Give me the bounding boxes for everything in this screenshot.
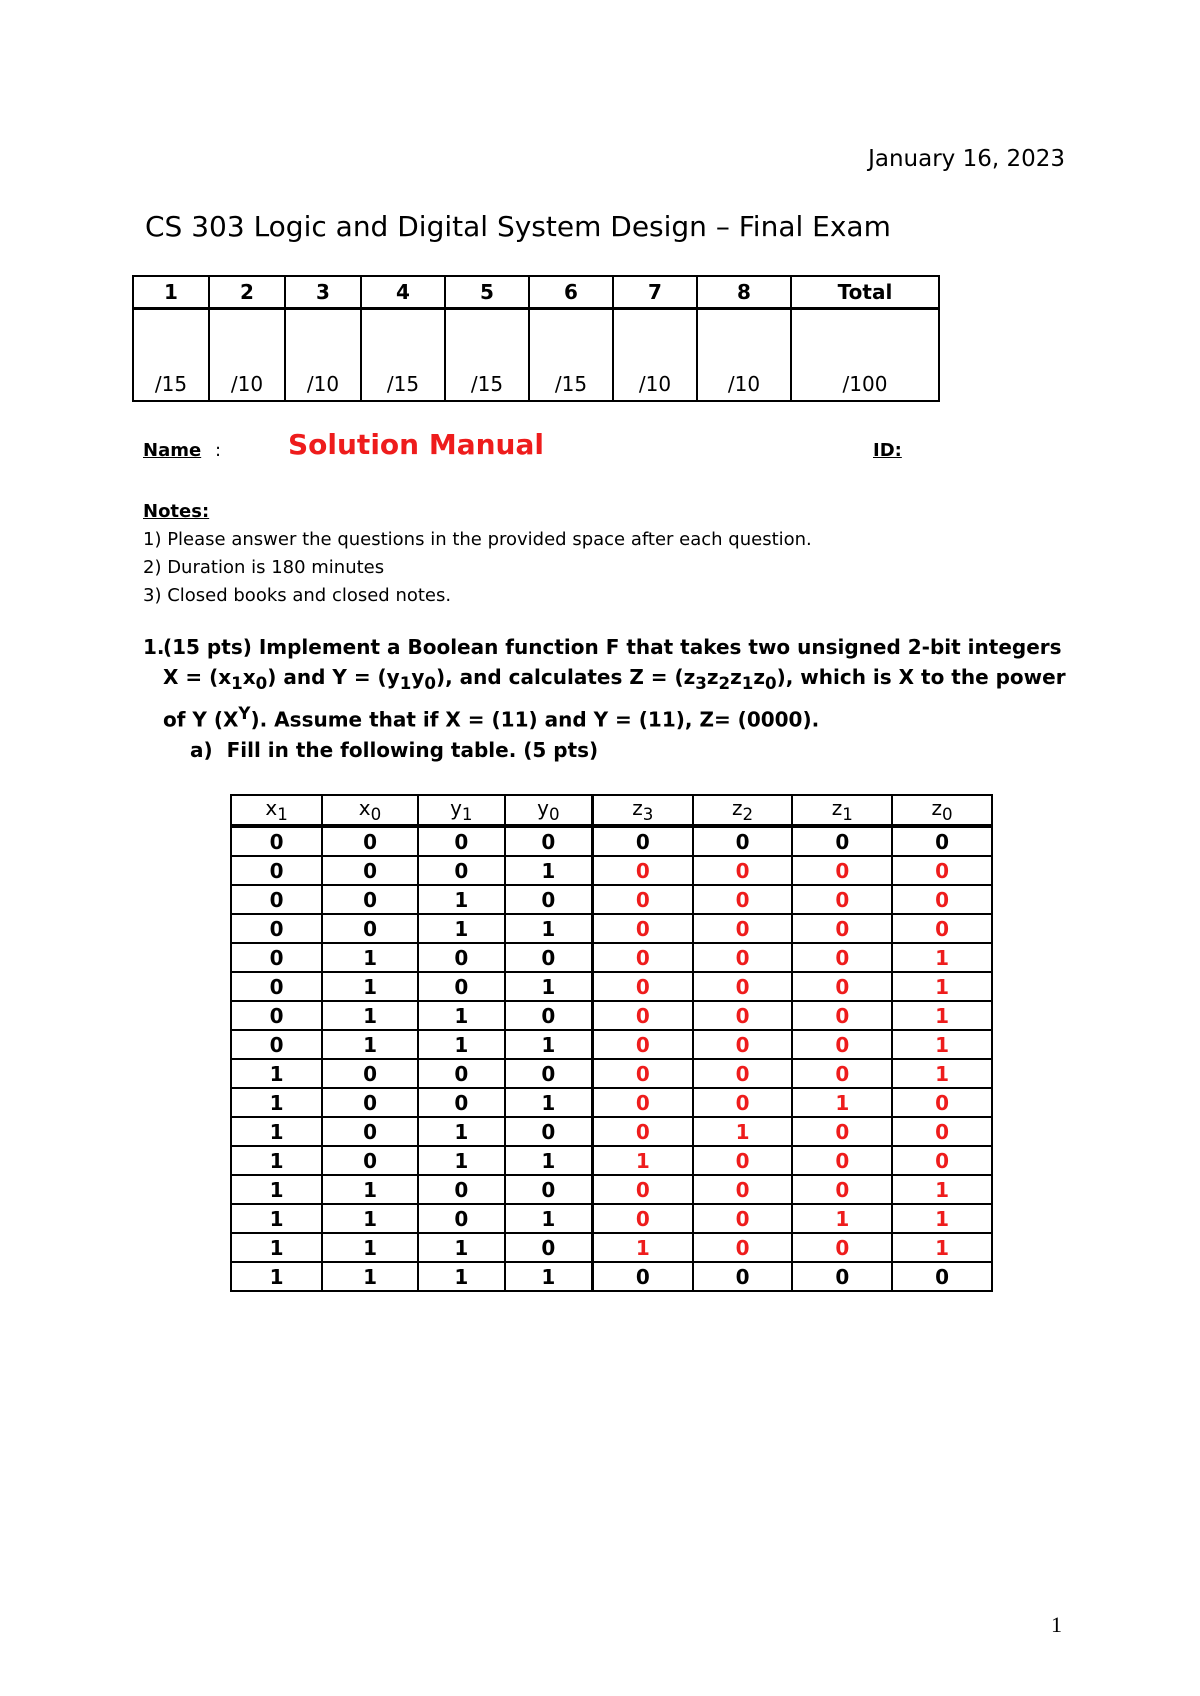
score-header-q8: 8 bbox=[697, 276, 791, 309]
truth-output-cell[interactable]: 0 bbox=[892, 1117, 992, 1146]
truth-input-cell: 0 bbox=[418, 826, 505, 856]
truth-input-cell: 0 bbox=[322, 826, 418, 856]
truth-output-cell[interactable]: 0 bbox=[693, 885, 793, 914]
truth-table-row bbox=[231, 1059, 992, 1088]
truth-output-cell[interactable]: 0 bbox=[792, 1001, 892, 1030]
truth-output-cell[interactable]: 0 bbox=[892, 885, 992, 914]
truth-input-cell: 0 bbox=[231, 856, 322, 885]
truth-output-cell[interactable]: 1 bbox=[892, 1059, 992, 1088]
truth-table-row bbox=[231, 1204, 992, 1233]
truth-input-cell: 1 bbox=[322, 1001, 418, 1030]
truth-output-cell[interactable]: 0 bbox=[592, 1204, 692, 1233]
truth-input-cell: 0 bbox=[231, 885, 322, 914]
truth-input-cell: 1 bbox=[231, 1204, 322, 1233]
truth-input-cell: 1 bbox=[322, 943, 418, 972]
truth-table bbox=[230, 794, 993, 1292]
truth-input-cell: 0 bbox=[231, 1001, 322, 1030]
truth-output-cell[interactable]: 0 bbox=[693, 1204, 793, 1233]
truth-header-y0: $y_0$ bbox=[505, 795, 593, 826]
truth-input-cell: 1 bbox=[322, 972, 418, 1001]
truth-header-y1: $y_1$ bbox=[418, 795, 505, 826]
truth-table-row bbox=[231, 885, 992, 914]
truth-output-cell[interactable]: 0 bbox=[693, 943, 793, 972]
truth-input-cell: 1 bbox=[322, 1204, 418, 1233]
score-table bbox=[132, 275, 940, 402]
truth-input-cell: 1 bbox=[322, 1233, 418, 1262]
page-number: 1 bbox=[1051, 1612, 1062, 1637]
truth-header-z0: $z_0$ bbox=[892, 795, 992, 826]
truth-output-cell[interactable]: 1 bbox=[892, 1233, 992, 1262]
truth-input-cell: 1 bbox=[505, 1030, 593, 1059]
score-points-row bbox=[133, 309, 939, 402]
note-item: 2) Duration is 180 minutes bbox=[143, 557, 385, 578]
question-number: 1. bbox=[143, 635, 165, 659]
truth-input-cell: 1 bbox=[505, 914, 593, 943]
truth-input-cell: 0 bbox=[231, 943, 322, 972]
truth-output-cell[interactable]: 0 bbox=[792, 1059, 892, 1088]
truth-output-cell[interactable]: 0 bbox=[592, 1262, 692, 1291]
truth-table-row bbox=[231, 972, 992, 1001]
question-text: (15 pts) Implement a Boolean function F that takes two unsigned 2-bit integers $X = (x_1x_0)$ and $Y = (y_1y_0)$, and calculates $Z = (z_3z_2z_1z_0)$, which is X to the power of Y $(X^Y)$. Assume that if X = (11) and Y = (11), Z= (0000). bbox=[163, 635, 1066, 732]
question-points: (15 pts) bbox=[163, 635, 252, 659]
name-id-row bbox=[143, 428, 903, 468]
truth-output-cell[interactable]: 0 bbox=[892, 826, 992, 856]
truth-table-row bbox=[231, 1117, 992, 1146]
name-label: Name bbox=[143, 440, 202, 461]
score-cell-q6[interactable]: /15 bbox=[529, 309, 613, 402]
name-colon: : bbox=[215, 440, 222, 461]
truth-input-cell: 0 bbox=[418, 1059, 505, 1088]
truth-output-cell[interactable]: 0 bbox=[693, 1030, 793, 1059]
truth-output-cell[interactable]: 0 bbox=[592, 856, 692, 885]
truth-input-cell: 0 bbox=[322, 1059, 418, 1088]
question-text-part: z bbox=[753, 665, 765, 689]
truth-output-cell[interactable]: 0 bbox=[792, 1117, 892, 1146]
truth-input-cell: 0 bbox=[505, 1059, 593, 1088]
truth-output-cell[interactable]: 0 bbox=[592, 1030, 692, 1059]
score-header-q3: 3 bbox=[285, 276, 361, 309]
question-text-part: Implement a Boolean function F that takes two unsigned 2-bit integers X = (x bbox=[163, 635, 1062, 689]
truth-output-cell[interactable]: 0 bbox=[693, 1088, 793, 1117]
truth-input-cell: 1 bbox=[418, 914, 505, 943]
truth-table-header bbox=[231, 795, 992, 826]
truth-input-cell: 1 bbox=[418, 1262, 505, 1291]
truth-header-x1: $x_1$ bbox=[231, 795, 322, 826]
truth-input-cell: 1 bbox=[231, 1233, 322, 1262]
truth-output-cell[interactable]: 1 bbox=[892, 1204, 992, 1233]
truth-input-cell: 1 bbox=[231, 1175, 322, 1204]
truth-output-cell[interactable]: 0 bbox=[792, 885, 892, 914]
truth-input-cell: 1 bbox=[322, 1262, 418, 1291]
truth-input-cell: 1 bbox=[418, 1233, 505, 1262]
truth-output-cell[interactable]: 0 bbox=[693, 1262, 793, 1291]
exam-date: January 16, 2023 bbox=[868, 146, 1065, 172]
truth-output-cell[interactable]: 1 bbox=[693, 1117, 793, 1146]
truth-output-cell[interactable]: 0 bbox=[792, 914, 892, 943]
truth-input-cell: 0 bbox=[418, 1175, 505, 1204]
truth-input-cell: 1 bbox=[231, 1146, 322, 1175]
score-header-q5: 5 bbox=[445, 276, 529, 309]
question-superscript: Y bbox=[238, 704, 251, 723]
truth-input-cell: 0 bbox=[231, 914, 322, 943]
truth-output-cell[interactable]: 0 bbox=[592, 1088, 692, 1117]
truth-output-cell[interactable]: 0 bbox=[592, 1175, 692, 1204]
truth-output-cell[interactable]: 1 bbox=[792, 1204, 892, 1233]
score-cell-q8[interactable]: /10 bbox=[697, 309, 791, 402]
truth-output-cell[interactable]: 1 bbox=[892, 1030, 992, 1059]
truth-output-cell[interactable]: 1 bbox=[592, 1233, 692, 1262]
truth-input-cell: 0 bbox=[505, 1117, 593, 1146]
score-cell-q3[interactable]: /10 bbox=[285, 309, 361, 402]
note-item: 3) Closed books and closed notes. bbox=[143, 585, 452, 606]
truth-table-row bbox=[231, 1262, 992, 1291]
truth-output-cell[interactable]: 0 bbox=[892, 914, 992, 943]
truth-output-cell[interactable]: 0 bbox=[792, 1233, 892, 1262]
truth-input-cell: 0 bbox=[322, 914, 418, 943]
truth-output-cell[interactable]: 0 bbox=[592, 826, 692, 856]
truth-output-cell[interactable]: 1 bbox=[892, 972, 992, 1001]
truth-output-cell[interactable]: 0 bbox=[592, 943, 692, 972]
truth-output-cell[interactable]: 0 bbox=[792, 826, 892, 856]
truth-output-cell[interactable]: 0 bbox=[693, 1175, 793, 1204]
question-1 bbox=[143, 632, 1068, 735]
truth-input-cell: 1 bbox=[418, 885, 505, 914]
score-header-q1: 1 bbox=[133, 276, 209, 309]
name-value[interactable]: Solution Manual bbox=[288, 428, 544, 461]
truth-header-z1: $z_1$ bbox=[792, 795, 892, 826]
truth-output-cell[interactable]: 0 bbox=[592, 972, 692, 1001]
truth-input-cell: 1 bbox=[505, 1088, 593, 1117]
truth-table-row bbox=[231, 1030, 992, 1059]
truth-output-cell[interactable]: 0 bbox=[693, 1146, 793, 1175]
truth-output-cell[interactable]: 0 bbox=[892, 1146, 992, 1175]
truth-output-cell[interactable]: 0 bbox=[592, 914, 692, 943]
truth-output-cell[interactable]: 0 bbox=[693, 1001, 793, 1030]
truth-input-cell: 0 bbox=[418, 856, 505, 885]
truth-output-cell[interactable]: 0 bbox=[592, 885, 692, 914]
truth-output-cell[interactable]: 0 bbox=[693, 914, 793, 943]
truth-input-cell: 0 bbox=[505, 943, 593, 972]
truth-input-cell: 1 bbox=[231, 1088, 322, 1117]
question-text-part: ) and Y = (y bbox=[267, 665, 400, 689]
truth-header-z3: $z_3$ bbox=[592, 795, 692, 826]
question-text-part: y bbox=[411, 665, 425, 689]
truth-output-cell[interactable]: 0 bbox=[792, 1262, 892, 1291]
truth-input-cell: 0 bbox=[322, 1117, 418, 1146]
truth-output-cell[interactable]: 0 bbox=[693, 856, 793, 885]
truth-input-cell: 1 bbox=[231, 1059, 322, 1088]
truth-input-cell: 1 bbox=[505, 972, 593, 1001]
truth-input-cell: 1 bbox=[418, 1001, 505, 1030]
truth-output-cell[interactable]: 0 bbox=[792, 943, 892, 972]
truth-input-cell: 1 bbox=[505, 856, 593, 885]
truth-output-cell[interactable]: 0 bbox=[892, 1088, 992, 1117]
truth-input-cell: 1 bbox=[322, 1175, 418, 1204]
truth-input-cell: 1 bbox=[231, 1117, 322, 1146]
truth-output-cell[interactable]: 0 bbox=[693, 972, 793, 1001]
truth-table-row bbox=[231, 943, 992, 972]
truth-output-cell[interactable]: 0 bbox=[693, 1233, 793, 1262]
exam-title: CS 303 Logic and Digital System Design – Final Exam bbox=[145, 210, 891, 243]
truth-header-z2: $z_2$ bbox=[693, 795, 793, 826]
truth-input-cell: 0 bbox=[505, 1001, 593, 1030]
score-cell-q7[interactable]: /10 bbox=[613, 309, 697, 402]
question-text-part: z bbox=[706, 665, 719, 689]
truth-input-cell: 0 bbox=[322, 856, 418, 885]
truth-input-cell: 1 bbox=[322, 1030, 418, 1059]
question-text-part: ), which is X to the power of Y (X bbox=[163, 665, 1066, 732]
truth-input-cell: 0 bbox=[505, 826, 593, 856]
truth-input-cell: 0 bbox=[231, 1030, 322, 1059]
truth-header-x0: $x_0$ bbox=[322, 795, 418, 826]
notes-heading: Notes: bbox=[143, 501, 210, 522]
truth-table-row bbox=[231, 914, 992, 943]
notes-section bbox=[143, 498, 812, 610]
truth-table-row bbox=[231, 1001, 992, 1030]
truth-output-cell[interactable]: 1 bbox=[792, 1088, 892, 1117]
score-header-row bbox=[133, 276, 939, 309]
truth-table-row bbox=[231, 1146, 992, 1175]
truth-input-cell: 1 bbox=[418, 1117, 505, 1146]
truth-output-cell[interactable]: 1 bbox=[892, 943, 992, 972]
score-cell-total[interactable]: /100 bbox=[791, 309, 939, 402]
score-header-q7: 7 bbox=[613, 276, 697, 309]
truth-input-cell: 0 bbox=[322, 1146, 418, 1175]
truth-output-cell[interactable]: 0 bbox=[592, 1001, 692, 1030]
truth-table-row bbox=[231, 856, 992, 885]
score-cell-q1[interactable]: /15 bbox=[133, 309, 209, 402]
score-cell-q2[interactable]: /10 bbox=[209, 309, 285, 402]
truth-output-cell[interactable]: 0 bbox=[792, 972, 892, 1001]
question-text-part: x bbox=[242, 665, 256, 689]
truth-output-cell[interactable]: 0 bbox=[792, 1146, 892, 1175]
truth-table-row bbox=[231, 826, 992, 856]
score-header-q6: 6 bbox=[529, 276, 613, 309]
question-text-part: ). Assume that if X = (11) and Y = (11), Z= (0000). bbox=[250, 707, 820, 732]
part-a-text: Fill in the following table. (5 pts) bbox=[226, 738, 599, 762]
truth-input-cell: 0 bbox=[418, 943, 505, 972]
score-header-q2: 2 bbox=[209, 276, 285, 309]
truth-output-cell[interactable]: 0 bbox=[792, 856, 892, 885]
truth-output-cell[interactable]: 0 bbox=[892, 1262, 992, 1291]
truth-input-cell: 0 bbox=[505, 1175, 593, 1204]
truth-output-cell[interactable]: 0 bbox=[592, 1117, 692, 1146]
truth-output-cell[interactable]: 0 bbox=[892, 856, 992, 885]
score-cell-q4[interactable]: /15 bbox=[361, 309, 445, 402]
truth-table-row bbox=[231, 1088, 992, 1117]
truth-output-cell[interactable]: 1 bbox=[592, 1146, 692, 1175]
question-text-part: ), and calculates Z = (z bbox=[435, 665, 696, 689]
truth-table-body bbox=[231, 826, 992, 1291]
truth-input-cell: 1 bbox=[418, 1146, 505, 1175]
truth-output-cell[interactable]: 0 bbox=[592, 1059, 692, 1088]
truth-input-cell: 0 bbox=[418, 1204, 505, 1233]
truth-input-cell: 1 bbox=[505, 1204, 593, 1233]
score-header-q4: 4 bbox=[361, 276, 445, 309]
truth-output-cell[interactable]: 1 bbox=[892, 1175, 992, 1204]
truth-input-cell: 0 bbox=[418, 1088, 505, 1117]
truth-input-cell: 0 bbox=[322, 1088, 418, 1117]
truth-input-cell: 1 bbox=[505, 1262, 593, 1291]
truth-input-cell: 0 bbox=[231, 826, 322, 856]
score-cell-q5[interactable]: /15 bbox=[445, 309, 529, 402]
truth-output-cell[interactable]: 0 bbox=[792, 1175, 892, 1204]
truth-input-cell: 0 bbox=[322, 885, 418, 914]
truth-input-cell: 1 bbox=[418, 1030, 505, 1059]
truth-input-cell: 0 bbox=[418, 972, 505, 1001]
truth-input-cell: 0 bbox=[505, 885, 593, 914]
note-item: 1) Please answer the questions in the provided space after each question. bbox=[143, 529, 812, 550]
truth-table-row bbox=[231, 1233, 992, 1262]
truth-output-cell[interactable]: 0 bbox=[693, 1059, 793, 1088]
id-label: ID: bbox=[873, 440, 902, 461]
truth-input-cell: 1 bbox=[505, 1146, 593, 1175]
truth-output-cell[interactable]: 0 bbox=[792, 1030, 892, 1059]
truth-input-cell: 0 bbox=[231, 972, 322, 1001]
part-a-label: a) bbox=[190, 738, 213, 762]
truth-output-cell[interactable]: 1 bbox=[892, 1001, 992, 1030]
truth-output-cell[interactable]: 0 bbox=[693, 826, 793, 856]
part-a-instruction bbox=[190, 738, 598, 762]
question-text-part: z bbox=[730, 665, 742, 689]
truth-input-cell: 1 bbox=[231, 1262, 322, 1291]
truth-input-cell: 0 bbox=[505, 1233, 593, 1262]
truth-table-row bbox=[231, 1175, 992, 1204]
score-header-total: Total bbox=[791, 276, 939, 309]
